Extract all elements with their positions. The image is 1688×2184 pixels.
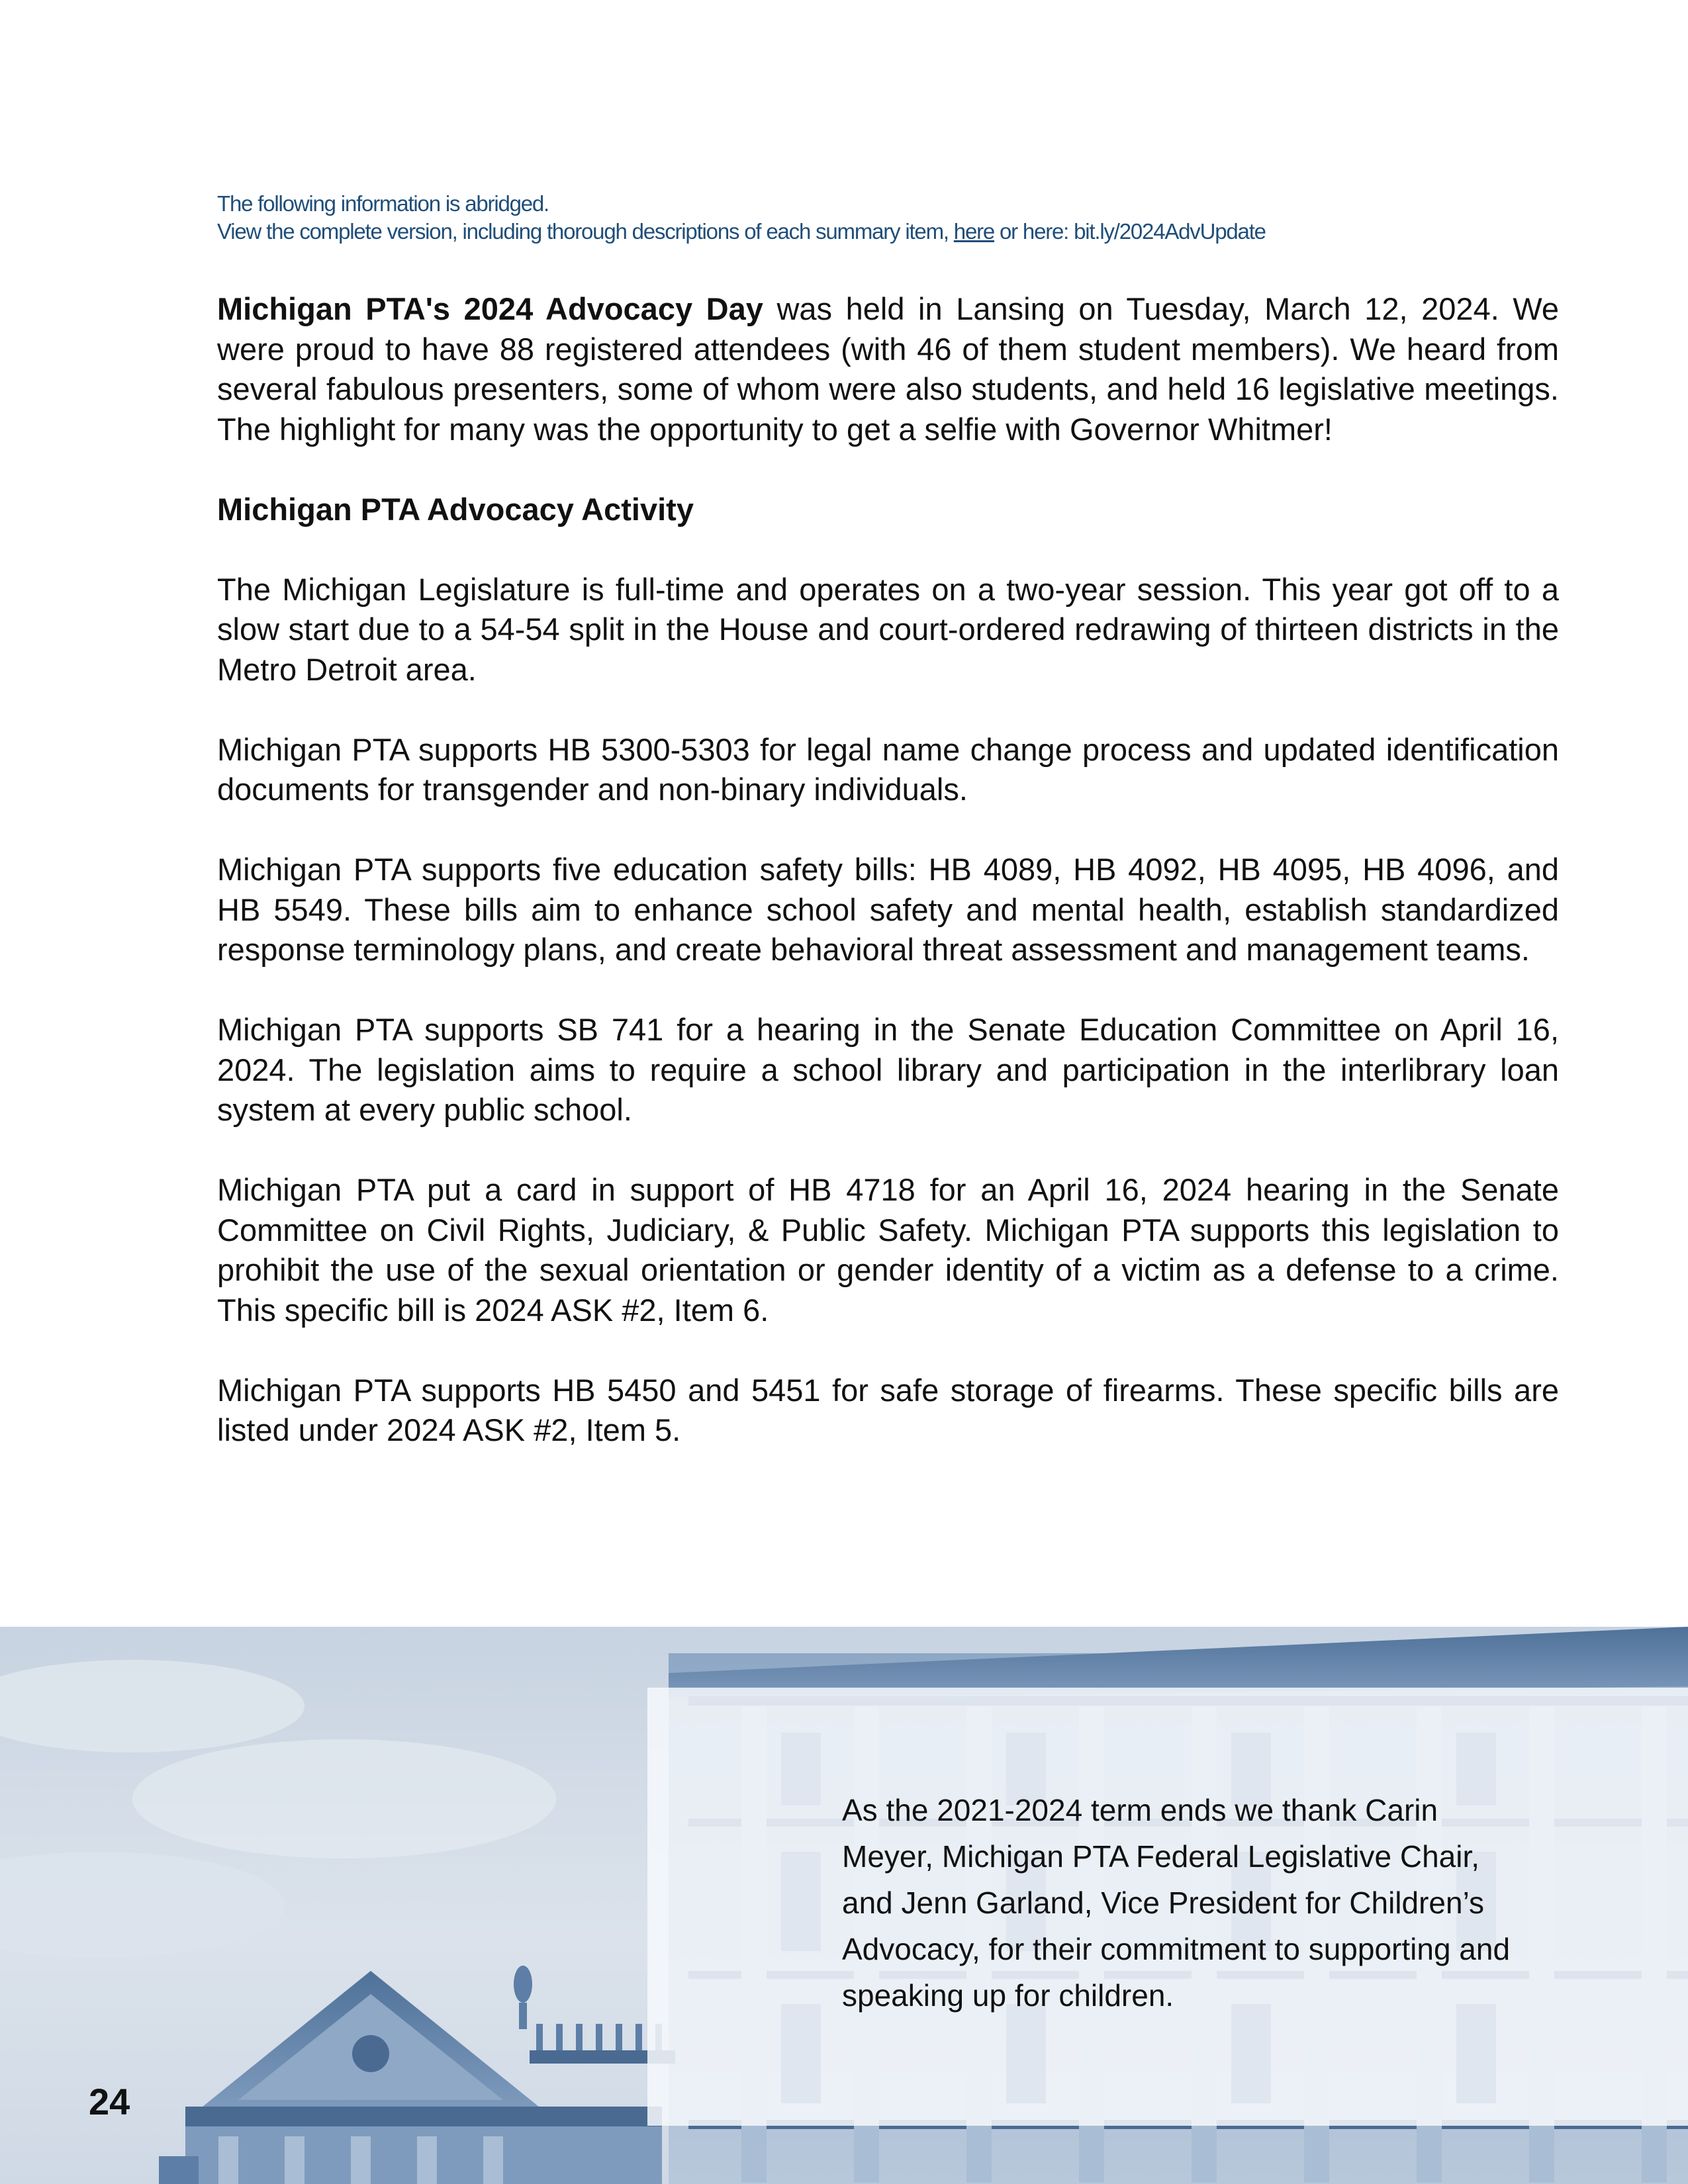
paragraph-hb-5450: Michigan PTA supports HB 5450 and 5451 for safe storage of firearms. These specific bills are listed under 2024 ASK #2, Item 5.	[217, 1372, 1559, 1447]
article-body	[217, 289, 1559, 1490]
paragraph-sb-741: Michigan PTA supports SB 741 for a hearing in the Senate Education Committee on April 16, 2024. The legislation aims to require a school library and participation in the interlibrary loan system at every public school.	[217, 1012, 1559, 1127]
paragraph-safety-bills: Michigan PTA supports five education safety bills: HB 4089, HB 4092, HB 4095, HB 4096, and HB 5549. These bills aim to enhance school safety and mental health, establish standardized response terminology plans, and create behavioral threat assessment and management teams.	[217, 852, 1559, 967]
page-number: 24	[89, 2081, 130, 2122]
section-heading: Michigan PTA Advocacy Activity	[217, 491, 694, 527]
intro-lead: Michigan PTA's 2024 Advocacy Day	[217, 291, 763, 326]
paragraph-legislature: The Michigan Legislature is full-time and operates on a two-year session. This year got off to a slow start due to a 54-54 split in the House and court-ordered redrawing of thirteen districts in the Metro Detroit area.	[217, 571, 1559, 687]
abridged-note-line-2	[217, 218, 1508, 246]
paragraph-hb-5300: Michigan PTA supports HB 5300-5303 for legal name change process and updated identification documents for transgender and non-binary individuals.	[217, 731, 1559, 807]
note-suffix: or here: bit.ly/2024AdvUpdate	[1000, 219, 1266, 244]
intro-paragraph	[217, 289, 1559, 449]
abridged-note	[217, 190, 1508, 246]
full-version-link[interactable]: here	[953, 219, 995, 244]
intro-rest: was held in Lansing on Tuesday, March 12, 2024. We were proud to have 88 registered attendees (with 46 of them student members). We heard from several fabulous presenters, some of whom were also students, and held 16 legislative meetings. The highlight for many was the opportunity to get a selfie with Governor Whitmer!	[217, 291, 1559, 447]
thanks-message: As the 2021-2024 term ends we thank Carin Meyer, Michigan PTA Federal Legislative Chair, and Jenn Garland, Vice President for Children’s Advocacy, for their commitment to supporting and speaking up for children.	[842, 1793, 1511, 2013]
paragraph-hb-4718: Michigan PTA put a card in support of HB 4718 for an April 16, 2024 hearing in the Senate Committee on Civil Rights, Judiciary, & Public Safety. Michigan PTA supports this legislation to prohibit the use of the sexual orientation or gender identity of a victim as a defense to a crime. This specific bill is 2024 ASK #2, Item 6.	[217, 1172, 1559, 1328]
abridged-note-line-1: The following information is abridged.	[217, 191, 549, 216]
note-prefix: View the complete version, including thorough descriptions of each summary item,	[217, 219, 949, 244]
